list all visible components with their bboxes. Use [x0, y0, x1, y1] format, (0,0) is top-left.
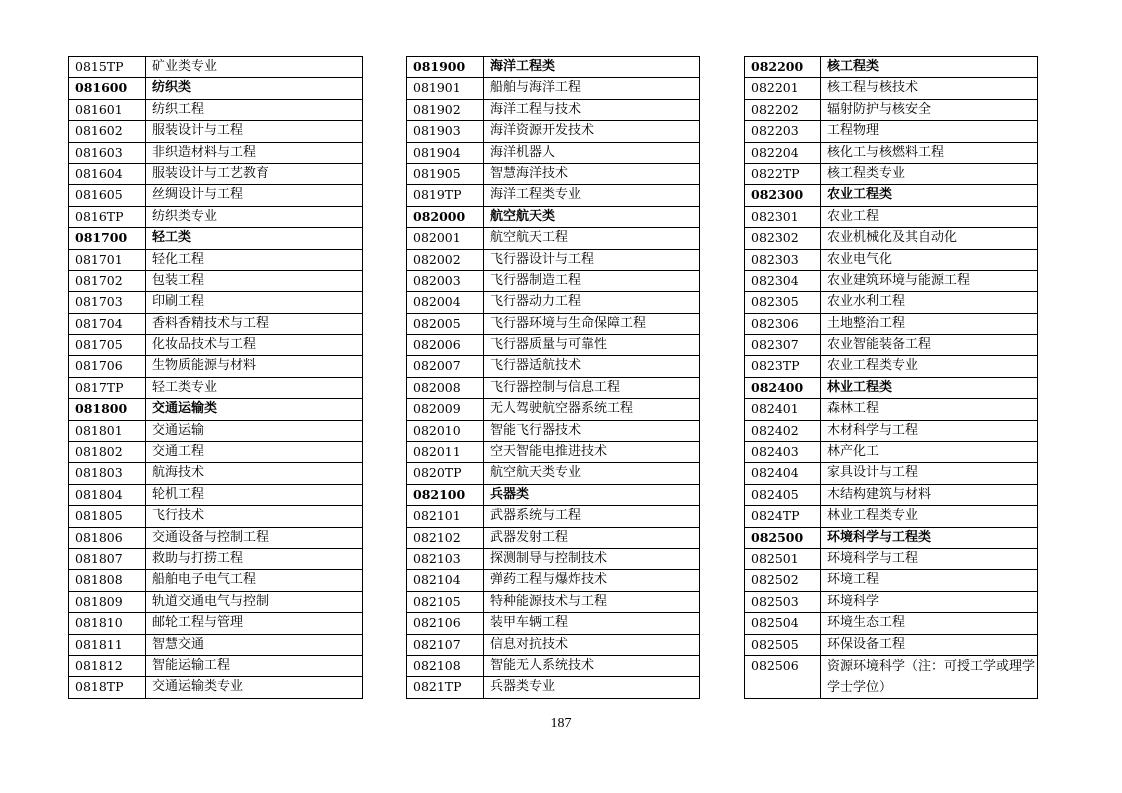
major-code: 081701	[69, 249, 146, 270]
major-name: 农业智能装备工程	[821, 335, 1038, 356]
table-row	[745, 613, 1038, 634]
table-row	[69, 506, 363, 527]
major-name: 飞行器控制与信息工程	[484, 377, 700, 398]
major-name: 船舶与海洋工程	[484, 78, 700, 99]
major-name: 纺织类专业	[146, 206, 363, 227]
major-code: 081808	[69, 570, 146, 591]
major-name: 核工程类专业	[821, 163, 1038, 184]
table-row	[407, 570, 700, 591]
table-row	[745, 484, 1038, 505]
major-code: 082502	[745, 570, 821, 591]
table-row	[407, 527, 700, 548]
major-name: 智慧海洋技术	[484, 163, 700, 184]
table-row	[407, 506, 700, 527]
major-code: 082301	[745, 206, 821, 227]
major-code: 082009	[407, 399, 484, 420]
major-name: 飞行器设计与工程	[484, 249, 700, 270]
table-row	[407, 249, 700, 270]
major-code: 081804	[69, 484, 146, 505]
table-row	[407, 634, 700, 655]
table-row	[407, 99, 700, 120]
table-row	[407, 463, 700, 484]
table-row	[69, 570, 363, 591]
major-code: 081802	[69, 442, 146, 463]
major-code: 082304	[745, 270, 821, 291]
table-row	[69, 57, 363, 78]
major-code: 0815TP	[69, 57, 146, 78]
major-name: 环境科学	[821, 591, 1038, 612]
table-row	[745, 99, 1038, 120]
major-name: 林业工程类	[821, 377, 1038, 398]
major-code: 082008	[407, 377, 484, 398]
table-row	[407, 356, 700, 377]
major-code: 082200	[745, 57, 821, 78]
table-row	[69, 99, 363, 120]
major-code: 082100	[407, 484, 484, 505]
major-name: 丝绸设计与工程	[146, 185, 363, 206]
major-code: 081601	[69, 99, 146, 120]
category-row	[69, 78, 363, 99]
major-name: 包装工程	[146, 270, 363, 291]
major-code: 082108	[407, 655, 484, 676]
major-name: 轻工类	[146, 228, 363, 249]
major-name: 家具设计与工程	[821, 463, 1038, 484]
table-row	[69, 335, 363, 356]
page-number: 187	[550, 716, 572, 731]
category-row	[745, 185, 1038, 206]
major-name: 海洋工程与技术	[484, 99, 700, 120]
major-name: 航海技术	[146, 463, 363, 484]
major-code: 082106	[407, 613, 484, 634]
major-code: 0824TP	[745, 506, 821, 527]
major-name: 农业电气化	[821, 249, 1038, 270]
table-row	[69, 142, 363, 163]
table-row	[69, 163, 363, 184]
major-table-right	[744, 56, 1038, 699]
major-name: 矿业类专业	[146, 57, 363, 78]
major-code: 082505	[745, 634, 821, 655]
major-name: 资源环境科学（注：可授工学或理学学士学位）	[821, 655, 1038, 698]
major-code: 081809	[69, 591, 146, 612]
major-name: 武器系统与工程	[484, 506, 700, 527]
major-name: 智能飞行器技术	[484, 420, 700, 441]
major-code: 081801	[69, 420, 146, 441]
major-name: 海洋资源开发技术	[484, 121, 700, 142]
table-row	[745, 142, 1038, 163]
table-row	[745, 78, 1038, 99]
major-code: 082102	[407, 527, 484, 548]
major-code: 081805	[69, 506, 146, 527]
table-row	[69, 591, 363, 612]
table-row	[745, 570, 1038, 591]
major-code: 082006	[407, 335, 484, 356]
major-name: 飞行器制造工程	[484, 270, 700, 291]
major-code: 082300	[745, 185, 821, 206]
table-row	[407, 78, 700, 99]
major-name: 空天智能电推进技术	[484, 442, 700, 463]
major-code: 082404	[745, 463, 821, 484]
major-name: 轻工类专业	[146, 377, 363, 398]
major-code: 082402	[745, 420, 821, 441]
table-row	[745, 506, 1038, 527]
major-name: 特种能源技术与工程	[484, 591, 700, 612]
major-code: 081603	[69, 142, 146, 163]
major-name: 装甲车辆工程	[484, 613, 700, 634]
major-name: 武器发射工程	[484, 527, 700, 548]
major-table-left	[68, 56, 363, 699]
major-name: 智慧交通	[146, 634, 363, 655]
major-name: 环境科学与工程	[821, 548, 1038, 569]
major-code: 081803	[69, 463, 146, 484]
table-row	[407, 655, 700, 676]
major-code: 0822TP	[745, 163, 821, 184]
major-name: 木结构建筑与材料	[821, 484, 1038, 505]
table-row	[745, 634, 1038, 655]
table-row	[745, 270, 1038, 291]
major-code: 081704	[69, 313, 146, 334]
major-name: 交通运输类专业	[146, 677, 363, 698]
major-name: 服装设计与工艺教育	[146, 163, 363, 184]
major-name: 交通工程	[146, 442, 363, 463]
major-name: 纺织类	[146, 78, 363, 99]
category-row	[69, 228, 363, 249]
table-row	[745, 420, 1038, 441]
major-name: 海洋机器人	[484, 142, 700, 163]
major-name: 船舶电子电气工程	[146, 570, 363, 591]
major-code: 0819TP	[407, 185, 484, 206]
major-code: 082203	[745, 121, 821, 142]
major-code: 0823TP	[745, 356, 821, 377]
major-code: 082005	[407, 313, 484, 334]
major-code: 082503	[745, 591, 821, 612]
major-name: 土地整治工程	[821, 313, 1038, 334]
category-row	[745, 527, 1038, 548]
table-row	[745, 228, 1038, 249]
table-row	[745, 399, 1038, 420]
table-row	[745, 206, 1038, 227]
major-name: 飞行器环境与生命保障工程	[484, 313, 700, 334]
major-code: 082306	[745, 313, 821, 334]
major-code: 081800	[69, 399, 146, 420]
major-name: 环境生态工程	[821, 613, 1038, 634]
table-row	[745, 463, 1038, 484]
table-row	[745, 292, 1038, 313]
major-name: 弹药工程与爆炸技术	[484, 570, 700, 591]
table-row	[407, 420, 700, 441]
table-row	[407, 228, 700, 249]
table-row	[407, 142, 700, 163]
major-name: 环境科学与工程类	[821, 527, 1038, 548]
table-row	[69, 356, 363, 377]
table-row	[407, 270, 700, 291]
major-name: 航空航天工程	[484, 228, 700, 249]
category-row	[745, 377, 1038, 398]
major-name: 交通运输	[146, 420, 363, 441]
major-name: 核工程与核技术	[821, 78, 1038, 99]
major-code: 081902	[407, 99, 484, 120]
major-name: 辐射防护与核安全	[821, 99, 1038, 120]
table-row	[407, 163, 700, 184]
major-code: 081810	[69, 613, 146, 634]
major-name: 无人驾驶航空器系统工程	[484, 399, 700, 420]
major-name: 邮轮工程与管理	[146, 613, 363, 634]
major-code: 081702	[69, 270, 146, 291]
major-code: 081812	[69, 655, 146, 676]
table-row	[407, 677, 700, 698]
category-row	[69, 399, 363, 420]
major-code: 082303	[745, 249, 821, 270]
table-row	[745, 442, 1038, 463]
table-row	[69, 249, 363, 270]
major-code: 082504	[745, 613, 821, 634]
major-code: 082307	[745, 335, 821, 356]
major-code: 082107	[407, 634, 484, 655]
major-code: 081806	[69, 527, 146, 548]
table-row	[407, 292, 700, 313]
major-code: 082204	[745, 142, 821, 163]
major-code: 081807	[69, 548, 146, 569]
major-code: 081905	[407, 163, 484, 184]
category-row	[745, 57, 1038, 78]
major-code: 082501	[745, 548, 821, 569]
major-code: 081703	[69, 292, 146, 313]
major-name: 农业水利工程	[821, 292, 1038, 313]
major-code: 0816TP	[69, 206, 146, 227]
major-name: 兵器类	[484, 484, 700, 505]
major-name: 海洋工程类专业	[484, 185, 700, 206]
major-name: 飞行器动力工程	[484, 292, 700, 313]
major-name: 纺织工程	[146, 99, 363, 120]
table-row	[745, 121, 1038, 142]
category-row	[407, 206, 700, 227]
major-code: 082201	[745, 78, 821, 99]
table-row	[407, 377, 700, 398]
table-row	[745, 163, 1038, 184]
table-row	[745, 655, 1038, 698]
major-code: 081903	[407, 121, 484, 142]
major-name: 轮机工程	[146, 484, 363, 505]
major-code: 081602	[69, 121, 146, 142]
major-name: 兵器类专业	[484, 677, 700, 698]
table-row	[69, 292, 363, 313]
major-name: 环保设备工程	[821, 634, 1038, 655]
table-row	[407, 548, 700, 569]
major-code: 0818TP	[69, 677, 146, 698]
major-name: 轨道交通电气与控制	[146, 591, 363, 612]
table-row	[407, 399, 700, 420]
major-name: 化妆品技术与工程	[146, 335, 363, 356]
major-name: 林产化工	[821, 442, 1038, 463]
major-code: 081605	[69, 185, 146, 206]
major-name: 农业工程类专业	[821, 356, 1038, 377]
major-name: 飞行技术	[146, 506, 363, 527]
major-name: 农业机械化及其自动化	[821, 228, 1038, 249]
major-name: 航空航天类	[484, 206, 700, 227]
table-row	[69, 270, 363, 291]
major-name: 农业建筑环境与能源工程	[821, 270, 1038, 291]
major-name: 智能无人系统技术	[484, 655, 700, 676]
major-code: 082302	[745, 228, 821, 249]
table-row	[69, 677, 363, 698]
table-row	[69, 613, 363, 634]
table-row	[69, 634, 363, 655]
major-code: 082001	[407, 228, 484, 249]
major-name: 工程物理	[821, 121, 1038, 142]
major-code: 081604	[69, 163, 146, 184]
table-row	[745, 335, 1038, 356]
major-code: 082000	[407, 206, 484, 227]
major-name: 林业工程类专业	[821, 506, 1038, 527]
table-row	[69, 463, 363, 484]
major-name: 智能运输工程	[146, 655, 363, 676]
table-row	[745, 249, 1038, 270]
major-table-middle	[406, 56, 700, 699]
major-code: 082002	[407, 249, 484, 270]
major-code: 082305	[745, 292, 821, 313]
major-code: 082103	[407, 548, 484, 569]
major-code: 082105	[407, 591, 484, 612]
major-code: 081600	[69, 78, 146, 99]
table-row	[407, 335, 700, 356]
major-code: 082500	[745, 527, 821, 548]
major-code: 082403	[745, 442, 821, 463]
major-code: 081904	[407, 142, 484, 163]
table-row	[745, 591, 1038, 612]
major-name: 生物质能源与材料	[146, 356, 363, 377]
table-row	[69, 655, 363, 676]
table-row	[69, 313, 363, 334]
table-row	[407, 591, 700, 612]
major-name: 海洋工程类	[484, 57, 700, 78]
table-row	[69, 121, 363, 142]
major-code: 082400	[745, 377, 821, 398]
major-name: 探测制导与控制技术	[484, 548, 700, 569]
major-code: 082004	[407, 292, 484, 313]
table-row	[69, 484, 363, 505]
table-row	[69, 206, 363, 227]
category-row	[407, 57, 700, 78]
major-code: 082401	[745, 399, 821, 420]
major-name: 核化工与核燃料工程	[821, 142, 1038, 163]
major-code: 0817TP	[69, 377, 146, 398]
table-row	[745, 548, 1038, 569]
major-code: 082101	[407, 506, 484, 527]
major-code: 082202	[745, 99, 821, 120]
major-name: 航空航天类专业	[484, 463, 700, 484]
table-row	[69, 185, 363, 206]
major-code: 081811	[69, 634, 146, 655]
major-code: 082010	[407, 420, 484, 441]
table-row	[69, 377, 363, 398]
major-name: 救助与打捞工程	[146, 548, 363, 569]
table-row	[407, 121, 700, 142]
major-code: 0820TP	[407, 463, 484, 484]
major-code: 081706	[69, 356, 146, 377]
major-name: 核工程类	[821, 57, 1038, 78]
major-name: 森林工程	[821, 399, 1038, 420]
major-name: 非织造材料与工程	[146, 142, 363, 163]
major-code: 082104	[407, 570, 484, 591]
table-row	[407, 185, 700, 206]
major-code: 082003	[407, 270, 484, 291]
major-name: 轻化工程	[146, 249, 363, 270]
table-row	[745, 356, 1038, 377]
major-name: 飞行器质量与可靠性	[484, 335, 700, 356]
major-name: 印刷工程	[146, 292, 363, 313]
major-code: 081901	[407, 78, 484, 99]
table-row	[407, 313, 700, 334]
table-row	[69, 442, 363, 463]
major-name: 飞行器适航技术	[484, 356, 700, 377]
major-name: 香料香精技术与工程	[146, 313, 363, 334]
table-row	[407, 442, 700, 463]
major-code: 082007	[407, 356, 484, 377]
table-row	[69, 527, 363, 548]
major-name: 农业工程类	[821, 185, 1038, 206]
major-name: 服装设计与工程	[146, 121, 363, 142]
major-name: 木材科学与工程	[821, 420, 1038, 441]
major-code: 081900	[407, 57, 484, 78]
major-code: 082506	[745, 655, 821, 698]
table-row	[407, 613, 700, 634]
major-code: 081705	[69, 335, 146, 356]
category-row	[407, 484, 700, 505]
major-code: 082011	[407, 442, 484, 463]
table-row	[745, 313, 1038, 334]
major-code: 082405	[745, 484, 821, 505]
major-name: 交通运输类	[146, 399, 363, 420]
major-name: 信息对抗技术	[484, 634, 700, 655]
major-code: 0821TP	[407, 677, 484, 698]
major-name: 农业工程	[821, 206, 1038, 227]
table-row	[69, 420, 363, 441]
major-name: 环境工程	[821, 570, 1038, 591]
major-name: 交通设备与控制工程	[146, 527, 363, 548]
table-row	[69, 548, 363, 569]
major-code: 081700	[69, 228, 146, 249]
